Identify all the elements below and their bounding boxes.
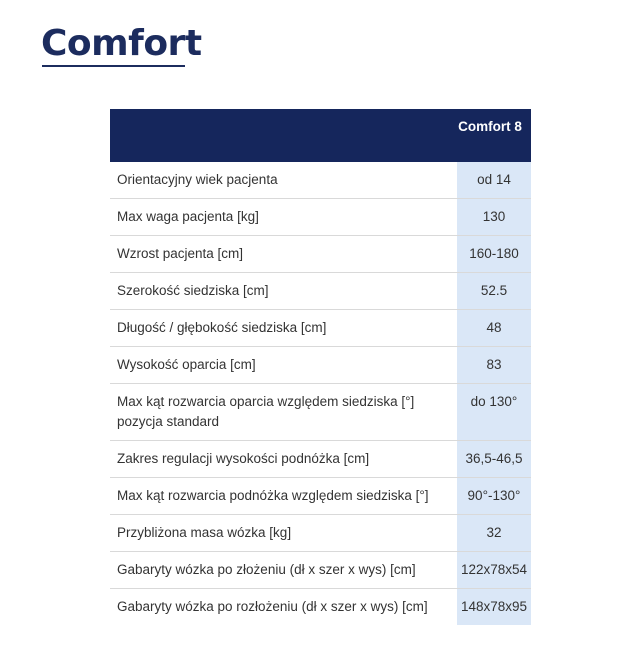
brand-underline <box>42 65 185 67</box>
table-row <box>110 347 531 384</box>
row-value: 160-180 <box>457 236 531 273</box>
row-value: 130 <box>457 199 531 236</box>
row-value: 32 <box>457 515 531 552</box>
row-value: 122x78x54 <box>457 552 531 589</box>
table-row <box>110 441 531 478</box>
table-row <box>110 515 531 552</box>
header-model-cell: Comfort 8 <box>457 109 531 162</box>
row-label: Wzrost pacjenta [cm] <box>110 236 457 273</box>
table-row <box>110 236 531 273</box>
row-label: Max kąt rozwarcia oparcia względem siedziska [°] pozycja standard <box>110 384 457 441</box>
table-header-row <box>110 109 531 162</box>
row-value: 52.5 <box>457 273 531 310</box>
row-label: Długość / głębokość siedziska [cm] <box>110 310 457 347</box>
row-label: Szerokość siedziska [cm] <box>110 273 457 310</box>
row-label: Gabaryty wózka po rozłożeniu (dł x szer x wys) [cm] <box>117 599 428 614</box>
row-value: 83 <box>457 347 531 384</box>
table-row <box>110 589 531 626</box>
spec-table <box>110 109 531 625</box>
row-value: 90°-130° <box>457 478 531 515</box>
row-label: Max waga pacjenta [kg] <box>110 199 457 236</box>
table-row <box>110 199 531 236</box>
row-value: 36,5-46,5 <box>457 441 531 478</box>
table-row <box>110 273 531 310</box>
row-label: Przybliżona masa wózka [kg] <box>110 515 457 552</box>
row-value: 148x78x95 <box>457 589 531 626</box>
header-label-cell <box>110 109 457 162</box>
row-label: Zakres regulacji wysokości podnóżka [cm] <box>110 441 457 478</box>
table-row <box>110 552 531 589</box>
row-label: Gabaryty wózka po złożeniu (dł x szer x wys) [cm] <box>110 552 457 589</box>
table-row <box>110 162 531 199</box>
table-row <box>110 310 531 347</box>
brand-logo: Comfort <box>41 23 202 64</box>
row-value: 48 <box>457 310 531 347</box>
row-value: od 14 <box>457 162 531 199</box>
table-row <box>110 384 531 441</box>
row-label: Wysokość oparcia [cm] <box>110 347 457 384</box>
row-label: Orientacyjny wiek pacjenta <box>110 162 457 199</box>
table-row <box>110 478 531 515</box>
row-label: Max kąt rozwarcia podnóżka względem siedziska [°] <box>110 478 457 515</box>
row-value: do 130° <box>457 384 531 441</box>
